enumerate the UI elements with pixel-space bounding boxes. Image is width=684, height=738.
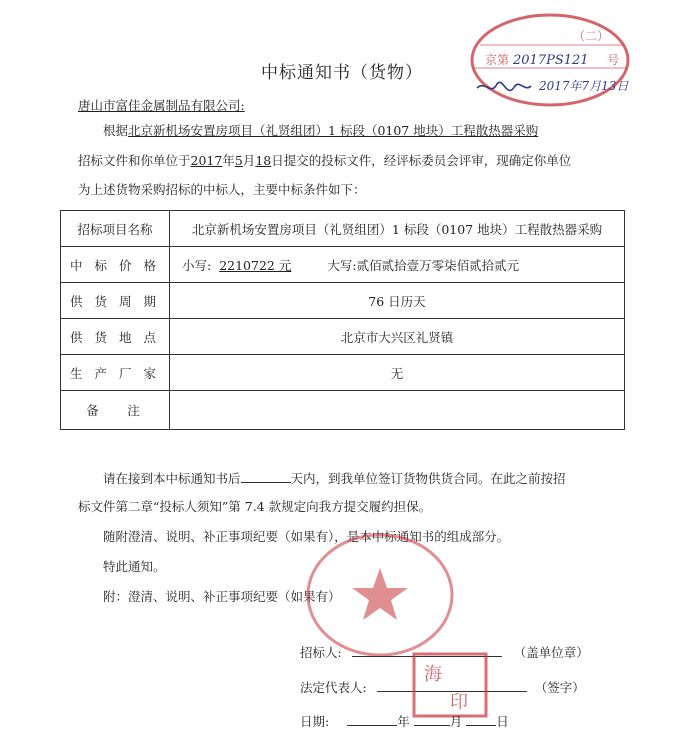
row-label-notes: 备 注 bbox=[61, 391, 170, 430]
representative-blank bbox=[377, 678, 527, 692]
submit-day: 18 bbox=[255, 153, 272, 168]
table-row bbox=[61, 211, 625, 247]
stamp-prefix: 京第 bbox=[485, 53, 510, 67]
row-value-project: 北京新机场安置房项目（礼贤组团）1 标段（0107 地块）工程散热器采购 bbox=[170, 211, 625, 247]
price-big-label: 大写: bbox=[327, 257, 357, 273]
intro-line-3: 为上述货物采购招标的中标人，主要中标条件如下： bbox=[78, 182, 366, 197]
row-label-period: 供 货 周 期 bbox=[61, 283, 170, 319]
row-value-notes bbox=[170, 391, 625, 430]
price-big-value: 贰佰贰拾壹万零柒佰贰拾贰元 bbox=[356, 257, 520, 273]
seal-char-1: 海 bbox=[424, 664, 442, 685]
row-value-period: 76 日历天 bbox=[170, 283, 625, 319]
tenderer-blank bbox=[352, 643, 502, 657]
row-value-manufacturer: 无 bbox=[170, 355, 625, 391]
stamp-signature bbox=[477, 82, 531, 90]
tenderer-note: （盖单位章） bbox=[513, 645, 589, 660]
stamp-header: （二） bbox=[573, 29, 610, 43]
row-label-location: 供 货 地 点 bbox=[61, 319, 170, 355]
submit-month: 5 bbox=[234, 153, 243, 168]
date-year-blank bbox=[347, 712, 397, 726]
representative-line bbox=[300, 678, 585, 696]
table-row bbox=[61, 319, 625, 355]
addressee: 唐山市富佳金属制品有限公司: bbox=[78, 98, 245, 113]
tenderer-label: 招标人: bbox=[300, 645, 342, 660]
body-paragraph-2: 标文件第二章“投标人须知”第 7.4 款规定向我方提交履约担保。 bbox=[78, 499, 432, 514]
stamp-date: 2017年7月13日 bbox=[539, 79, 629, 93]
date-day-blank bbox=[466, 712, 496, 726]
table-row bbox=[61, 283, 625, 319]
intro-prefix: 根据 bbox=[103, 123, 129, 138]
body-paragraph-1 bbox=[78, 466, 618, 491]
intro-text-b: 日提交的投标文件，经评标委员会评审，现确定你单位 bbox=[271, 153, 572, 168]
row-label-project: 招标项目名称 bbox=[61, 211, 170, 247]
submit-year: 2017 bbox=[190, 153, 223, 168]
month-suffix: 月 bbox=[242, 153, 256, 168]
intro-line-2 bbox=[78, 148, 618, 173]
representative-label: 法定代表人: bbox=[300, 680, 367, 695]
seal-char-2: 印 bbox=[450, 692, 468, 713]
representative-note: （签字） bbox=[534, 680, 585, 695]
stamp-suffix: 号 bbox=[607, 53, 620, 67]
date-day-suffix: 日 bbox=[496, 714, 509, 729]
table-row bbox=[61, 247, 625, 283]
award-table bbox=[60, 210, 625, 430]
table-row bbox=[61, 391, 625, 430]
date-year-suffix: 年 bbox=[397, 714, 410, 729]
row-value-location: 北京市大兴区礼贤镇 bbox=[170, 319, 625, 355]
document-title: 中标通知书（货物） bbox=[261, 63, 423, 83]
body-paragraph-5: 附：澄清、说明、补正事项纪要（如果有） bbox=[103, 589, 341, 604]
tenderer-line bbox=[300, 643, 589, 661]
body-paragraph-3: 随附澄清、说明、补正事项纪要（如果有），是本中标通知书的组成部分。 bbox=[103, 529, 510, 544]
stamp-number: 2017PS121 bbox=[513, 53, 589, 68]
price-small-value: 2210722 元 bbox=[219, 257, 292, 273]
body-p1-b: 天内，到我单位签订货物供货合同。在此之前按招 bbox=[290, 471, 566, 486]
intro-line-1 bbox=[78, 118, 618, 143]
date-month-suffix: 月 bbox=[449, 714, 463, 729]
days-blank bbox=[241, 469, 291, 483]
row-label-manufacturer: 生 产 厂 家 bbox=[61, 355, 170, 391]
date-month-blank bbox=[414, 712, 450, 726]
body-p1-a: 请在接到本中标通知书后 bbox=[103, 471, 241, 486]
project-name-inline: 北京新机场安置房项目（礼贤组团）1 标段（0107 地块）工程散热器采购 bbox=[128, 123, 539, 138]
table-row bbox=[61, 355, 625, 391]
year-suffix: 年 bbox=[222, 153, 235, 168]
date-label: 日期: bbox=[300, 714, 330, 729]
row-label-price: 中 标 价 格 bbox=[61, 247, 170, 283]
date-line bbox=[300, 712, 509, 730]
intro-text-a: 招标文件和你单位于 bbox=[78, 153, 191, 168]
price-small-label: 小写: bbox=[182, 257, 212, 273]
body-paragraph-4: 特此通知。 bbox=[103, 559, 166, 574]
row-value-price bbox=[170, 247, 625, 283]
